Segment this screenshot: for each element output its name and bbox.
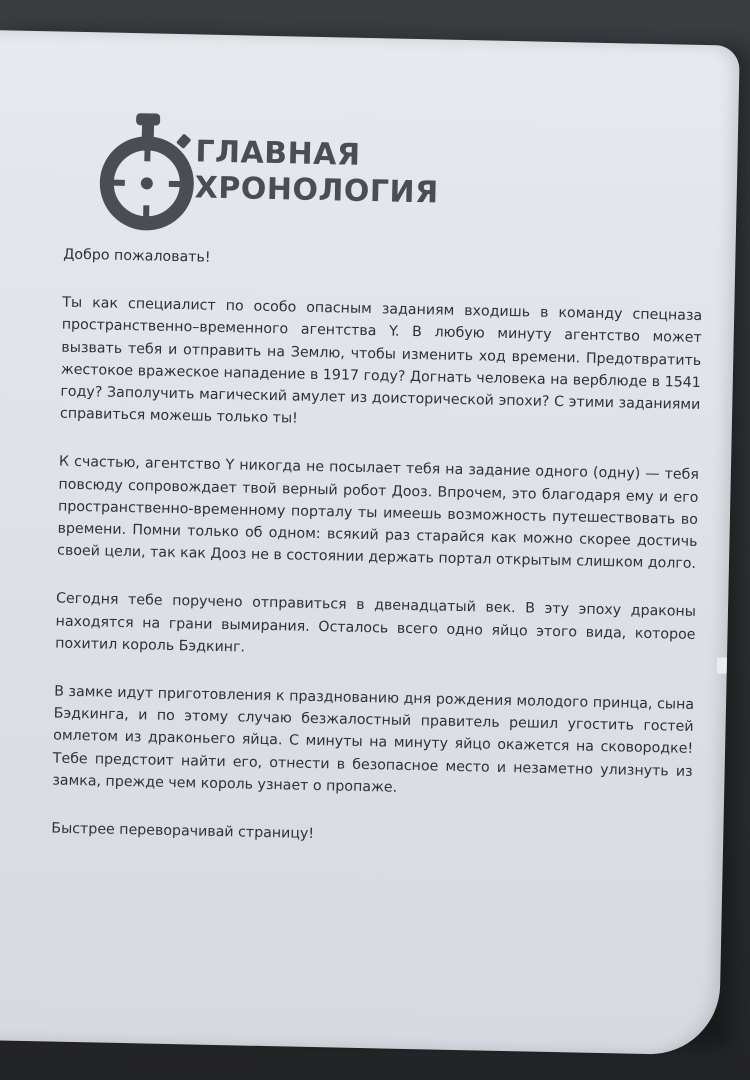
book-page [0, 30, 740, 1056]
paragraph-4: В замке идут приготовления к празднованию дня рождения молодого принца, сына Бэдкинга, и по этому случаю безжалостный правитель решил угостить гостей омлетом из драконьего яйца. С минуты на минуту яйцо окажется на сковородке! Тебе предстоит найти его, отнести в безопасное место и незаметно улизнуть из замка, прежде чем король узнает о пропаже. [52, 683, 695, 796]
closing-line: Быстрее переворачивай страницу! [51, 820, 315, 843]
chapter-title-line-1: ГЛАВНАЯ [195, 134, 361, 173]
paragraph-2: К счастью, агентство Y никогда не посылает тебя на задание одного (одну) — тебя повсюду сопровождает твой верный робот Дооз. Впрочем, это благодаря ему и его пространственно-временному порталу ты имеешь возможность путешествовать во времени. Помни только об одном: всякий раз старайся как можно скорее достичь своей цели, так как Дооз не в состоянии держать портал открытым слишком долго. [56, 454, 699, 573]
body-text [51, 244, 704, 880]
paragraph-1: Ты как специалист по особо опасным заданиям входишь в команду спецназа пространственно–временного агентства Y. В любую минуту агентство может вызвать тебя и отправить на Землю, чтобы изменить ход времени. Предотвратить жестокое вражеское нападение в 1917 году? Догнать человека на верблюде в 1541 году? Заполучить магический амулет из доисторической эпохи? С этими заданиями справиться можешь только ты! [59, 294, 703, 427]
greeting: Добро пожаловать! [63, 246, 211, 266]
chapter-title-line-2: ХРОНОЛОГИЯ [194, 170, 440, 211]
chapter-header [92, 106, 515, 245]
paragraph-3: Сегодня тебе поручено отправиться в двенадцатый век. В эту эпоху драконы находятся на грани вымирания. Осталось всего одно яйцо этого вида, которое похитил король Бэдкинг. [55, 590, 697, 656]
page-tab [717, 657, 727, 673]
stopwatch-icon [92, 106, 207, 232]
